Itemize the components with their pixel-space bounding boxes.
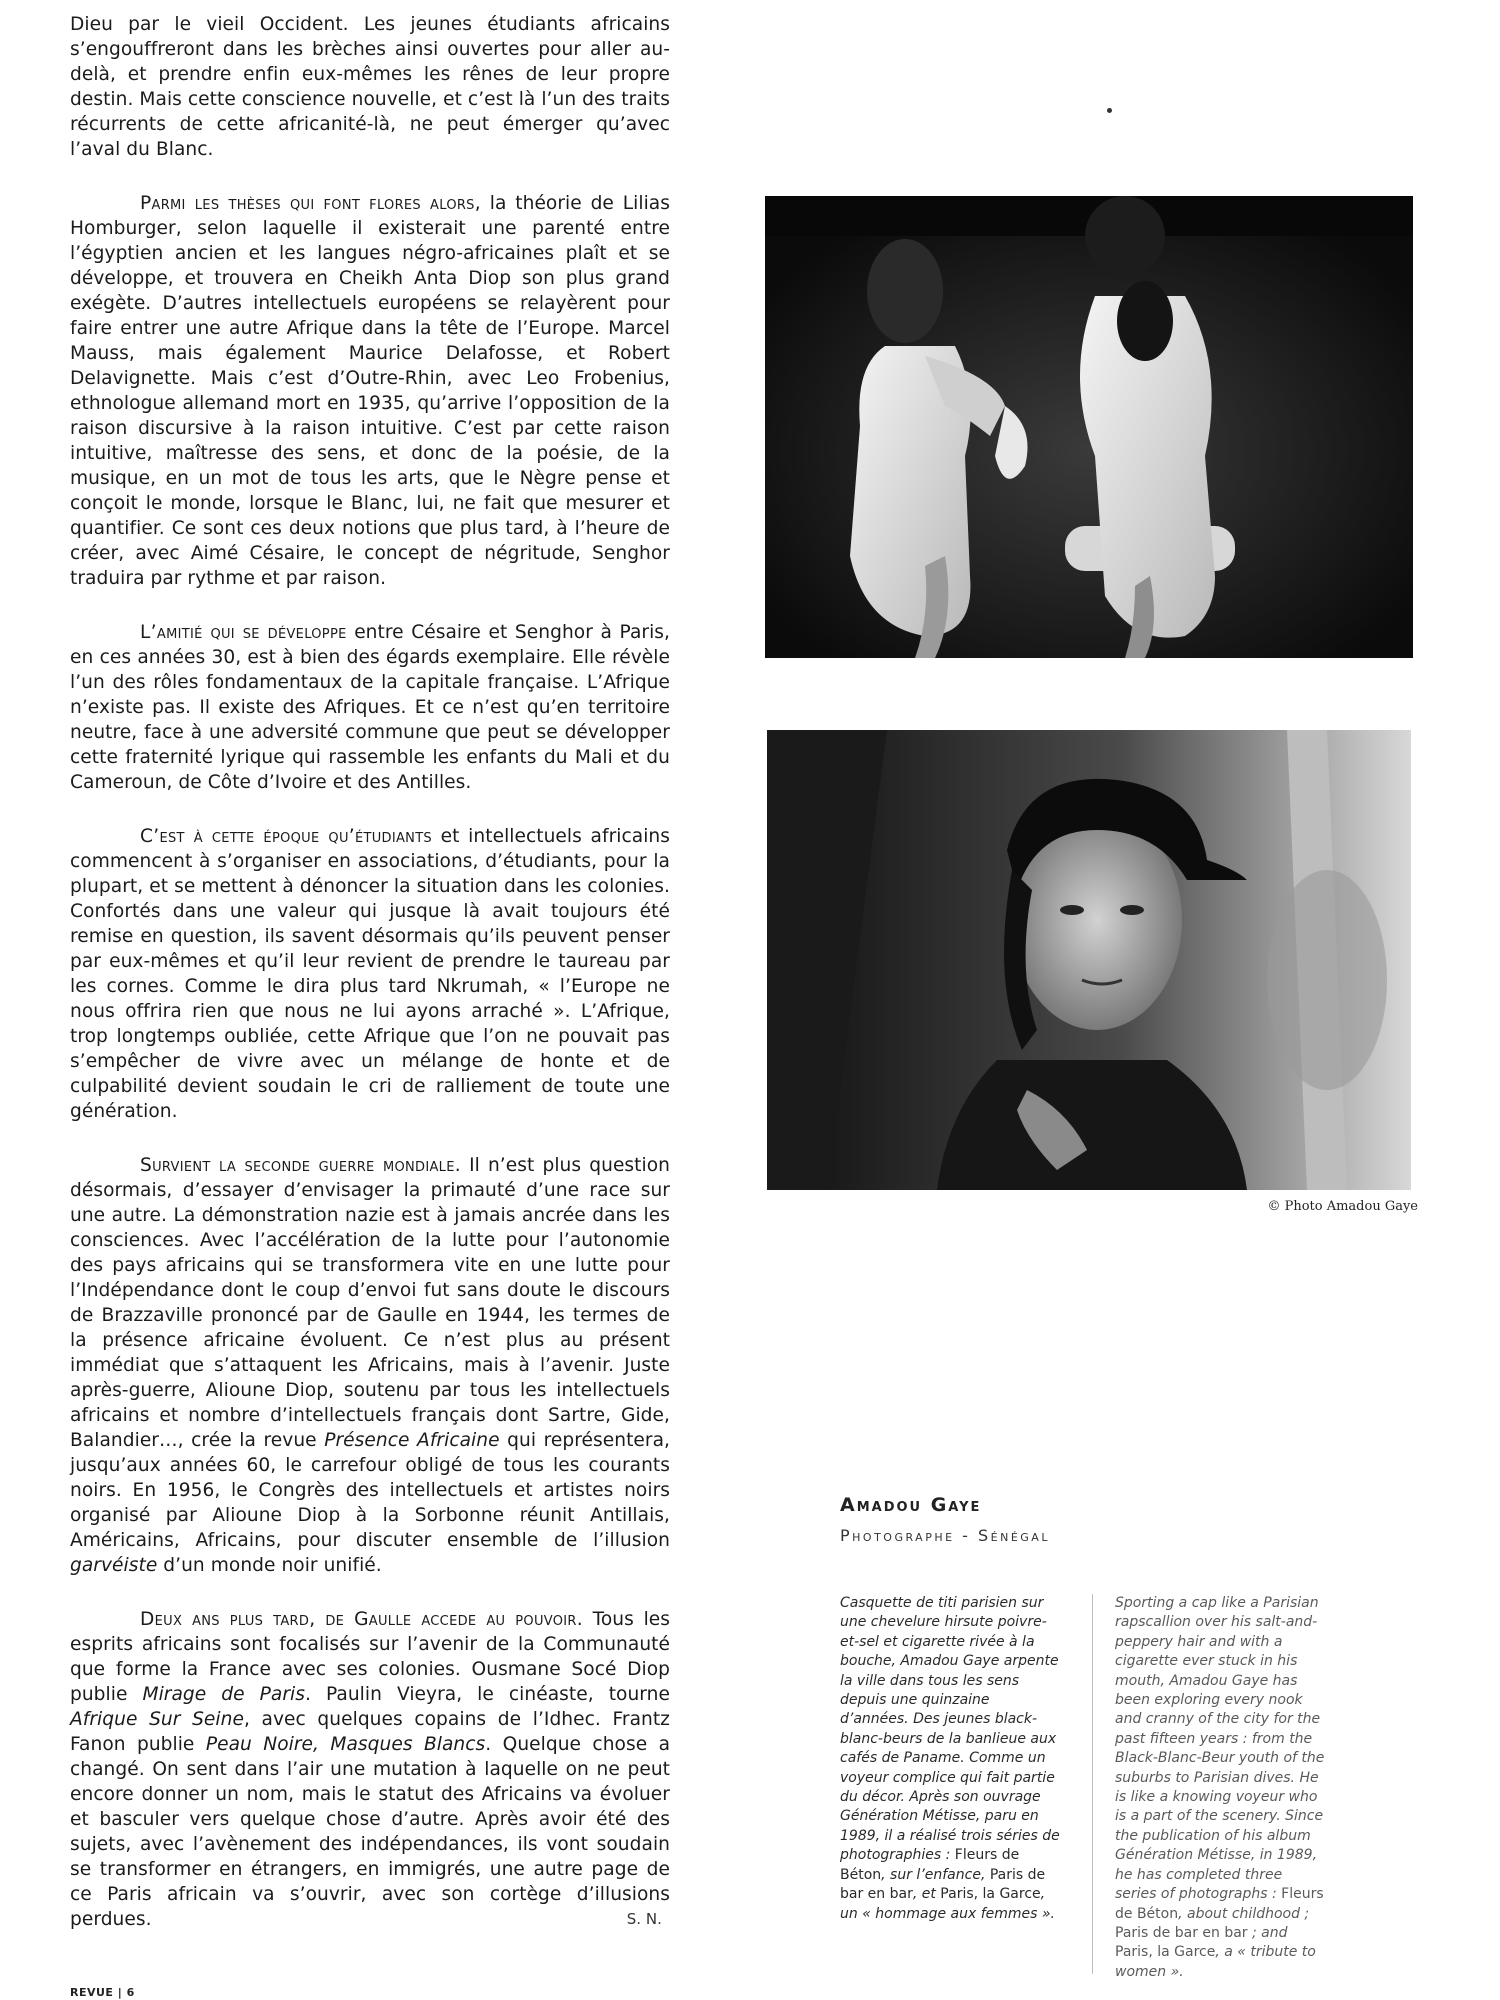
- paragraph-text: entre Césaire et Senghor à Paris, en ces années 30, est à bien des égards exemplaire. Elle révèle l’un des rôles fondamentaux de la capitale française. L’Afrique n’existe pas. Il existe des Afriques. Et ce n’est qu’en territoire neutre, face à une adversité commune que peut se développer cette fraternité lyrique qui rassemble les enfants du Mali et du Cameroun, de Côte d’Ivoire et des Antilles.: [70, 622, 671, 793]
- series-title: Paris, la Garce: [1115, 1944, 1216, 1961]
- article-paragraph: [70, 620, 670, 795]
- article-column: [70, 12, 670, 1932]
- article-paragraph: [70, 1607, 670, 1932]
- series-title: Paris de bar en bar: [840, 1866, 1046, 1903]
- photo-two-women: [765, 196, 1413, 658]
- paragraph-text: et intellectuels africains commencent à s’organiser en associations, d’étudiants, pour la plupart, et se mettent à dénoncer la situation dans les colonies. Confortés dans une valeur qui jusque là avait toujours été remise en question, ils savent désormais qu’ils peuvent penser par eux-mêmes et qu’il leur revient de prendre le taureau par les cornes. Comme le dira plus tard Nkrumah, « l’Europe ne nous offrira rien que nous ne lui ayons arraché ». L’Afrique, trop longtemps oubliée, cette Afrique que l’on ne pouvait pas s’empêcher de vivre avec un mélange de honte et de culpabilité devient soudain le cri de ralliement de toute une génération.: [70, 826, 671, 1122]
- article-paragraph: [70, 824, 670, 1124]
- bio-text: , sur l’enfance,: [881, 1866, 990, 1883]
- book-title: Peau Noire, Masques Blancs: [205, 1734, 486, 1755]
- paragraph-lead-in: Deux ans plus tard, de Gaulle accede au pouvoir.: [140, 1609, 583, 1630]
- print-speck: [1107, 108, 1112, 113]
- paragraph-lead-in: L’amitié qui se développe: [140, 622, 347, 643]
- book-title: Mirage de Paris: [142, 1684, 305, 1705]
- publication-title: Présence Africaine: [324, 1430, 500, 1451]
- bio-text: , a « tribute to women ».: [1115, 1944, 1316, 1980]
- paragraph-text: , avec quelques copains de l’Idhec. Frantz Fanon publie: [70, 1709, 670, 1755]
- author-initials: S. N.: [626, 1910, 662, 1928]
- paragraph-text: Tous les esprits africains sont focalisés sur l’avenir de la Communauté que forme la France avec ses colonies. Ousmane Socé Diop publie: [70, 1609, 671, 1705]
- photographer-sidebar: [840, 1494, 1380, 1980]
- photo-credit: © Photo Amadou Gaye: [1267, 1199, 1418, 1214]
- article-paragraph: [70, 1153, 670, 1578]
- bio-text: ; and: [1247, 1924, 1288, 1941]
- photo-image: [767, 730, 1411, 1190]
- bio-english: [1115, 1594, 1325, 1982]
- bio-text: , et: [912, 1886, 941, 1903]
- bio-text: Sporting a cap like a Parisian rapscallion over his salt-and-peppery hair and with a cigarette ever stuck in his mouth, Amadou Gaye has been exploring every nook and cranny of the city for the past fifteen years : from the Black-Blanc-Beur youth of the suburbs to Parisian dives. He is like a knowing voyeur who is a part of the scenery. Since the publication of his album Génération Métisse, in 1989, he has completed three series of photographs :: [1115, 1595, 1325, 1903]
- paragraph-text: . Quelque chose a changé. On sent dans l’air une mutation à laquelle on ne peut encore donner un nom, mais le statut des Africains va évoluer et basculer vers quelque chose d’autre. Après avoir été des sujets, avec l’avènement des indépendances, ils vont soudain se transformer en étrangers, en immigrés, une autre page de ce Paris africain va s’ouvrir, avec son cortège d’illusions perdues.: [70, 1734, 671, 1930]
- film-title: Afrique Sur Seine: [70, 1709, 244, 1730]
- photo-woman-portrait: [767, 730, 1411, 1190]
- column-divider: [1092, 1594, 1093, 1974]
- paragraph-text: Il n’est plus question désormais, d’essayer d’envisager la primauté d’une race sur une autre. La démonstration nazie est à jamais ancrée dans les consciences. Avec l’accélération de la lutte pour l’autonomie des pays africains qui se transformera vite en une lutte pour l’Indépendance dont le coup d’envoi fut sans doute le discours de Brazzaville prononcé par de Gaulle en 1944, les termes de la présence africaine évoluent. Ce n’est plus au présent immédiat que s’attaquent les Africains, mais à l’avenir. Juste après-guerre, Alioune Diop, soutenu par tous les intellectuels africains et nombre d’intellectuels français dont Sartre, Gide, Balandier…, crée la revue: [70, 1155, 670, 1451]
- bio-text: , un « hommage aux femmes ».: [840, 1886, 1055, 1922]
- article-paragraph: [70, 12, 670, 162]
- series-title: Fleurs de Béton: [1115, 1886, 1324, 1922]
- bio-text: , about childhood ;: [1178, 1905, 1310, 1922]
- photo-image: [765, 196, 1413, 658]
- page-folio: REVUE | 6: [70, 1986, 135, 1999]
- series-title: Fleurs de Béton: [840, 1847, 1020, 1883]
- paragraph-lead-in: Parmi les thèses qui font flores alors,: [140, 193, 481, 214]
- bio-text: Casquette de titi parisien sur une chevelure hirsute poivre-et-sel et cigarette rivée à la bouche, Amadou Gaye arpente la ville dans tous les sens depuis une quinzaine d’années. Des jeunes black-blanc-beurs de la banlieue aux cafés de Paname. Comme un voyeur complice qui fait partie du décor. Après son ouvrage Génération Métisse, paru en 1989, il a réalisé trois séries de photographies :: [840, 1595, 1060, 1864]
- paragraph-text: qui représentera, jusqu’aux années 60, le carrefour obligé de tous les courants noirs. En 1956, le Congrès des intellectuels et artistes noirs organisé par Alioune Diop à la Sorbonne réunit Antillais, Américains, Africains, pour discuter ensemble de l’illusion: [70, 1430, 671, 1551]
- series-title: Paris, la Garce: [940, 1886, 1041, 1903]
- article-paragraph: [70, 191, 670, 591]
- series-title: Paris de bar en bar: [1115, 1924, 1248, 1941]
- paragraph-text: Dieu par le vieil Occident. Les jeunes étudiants africains s’engouffreront dans les brèches ainsi ouvertes pour aller au-delà, et prendre enfin eux-mêmes les rênes de leur propre destin. Mais cette conscience nouvelle, et c’est là l’un des traits récurrents de cette africanité-là, ne peut émerger qu’avec l’aval du Blanc.: [70, 14, 670, 160]
- photographer-name: Amadou Gaye: [840, 1494, 982, 1516]
- photographer-role: Photographe - Sénégal: [840, 1526, 1050, 1545]
- paragraph-text: la théorie de Lilias Homburger, selon laquelle il existerait une parenté entre l’égyptien ancien et les langues négro-africaines plaît et se développe, et trouvera en Cheikh Anta Diop son plus grand exégète. D’autres intellectuels européens se relayèrent pour faire entrer une autre Afrique dans la tête de l’Europe. Marcel Mauss, mais également Maurice Delafosse, et Robert Delavignette. Mais c’est d’Outre-Rhin, avec Leo Frobenius, ethnologue allemand mort en 1935, qu’arrive l’opposition de la raison discursive à la raison intuitive. C’est par cette raison intuitive, maîtresse des sens, et donc de la poésie, de la musique, en un mot de tous les arts, que le Nègre pense et conçoit le monde, lorsque le Blanc, lui, ne fait que mesurer et quantifier. Ce sont ces deux notions que plus tard, à l’heure de créer, avec Aimé Césaire, le concept de négritude, Senghor traduira par rythme et par raison.: [70, 193, 670, 589]
- paragraph-text: d’un monde noir unifié.: [157, 1555, 382, 1576]
- paragraph-text: . Paulin Vieyra, le cinéaste, tourne: [305, 1684, 670, 1705]
- paragraph-lead-in: Survient la seconde guerre mondiale.: [140, 1155, 461, 1176]
- emphasis-word: garvéiste: [70, 1555, 158, 1576]
- bio-french: [840, 1594, 1060, 1924]
- paragraph-lead-in: C’est à cette époque qu’étudiants: [140, 826, 432, 847]
